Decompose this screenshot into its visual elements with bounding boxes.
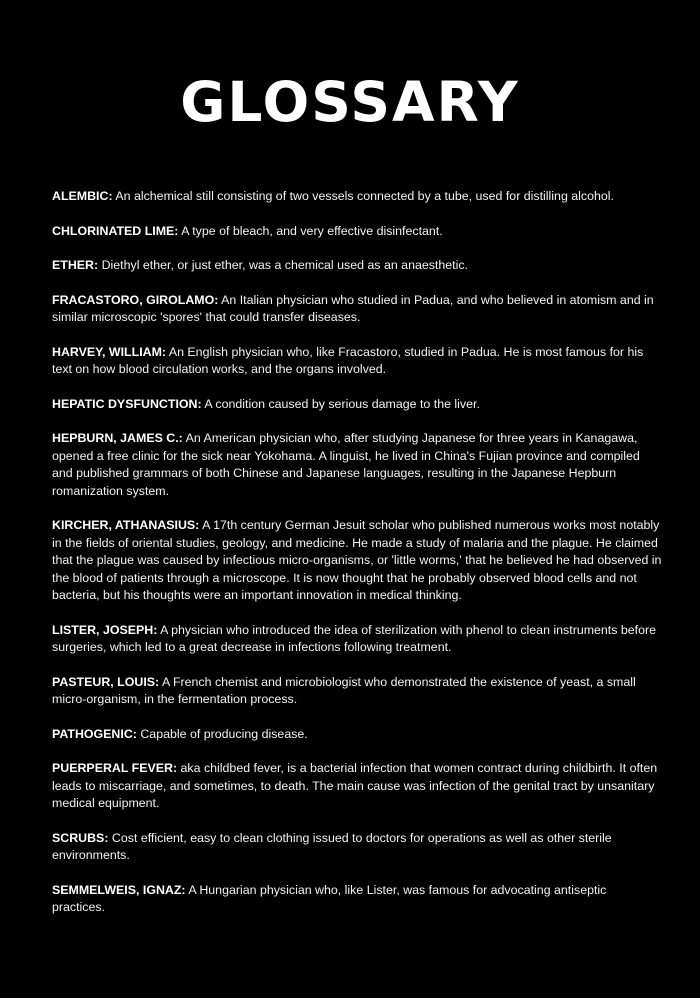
glossary-term: PASTEUR, LOUIS:: [52, 674, 160, 689]
glossary-entry-kircher: [52, 517, 662, 605]
glossary-term: PUERPERAL FEVER:: [52, 761, 178, 775]
glossary-definition: An English physician who, like Fracastoro, studied in Padua. He is most famous for his text on how blood circulation works, and the organs involved.: [52, 344, 644, 376]
glossary-entry-puerperal-fever: [52, 760, 662, 813]
glossary-definition: A 17th century German Jesuit scholar who published numerous works most notably in the fields of oriental studies, geology, and medicine. He made a study of malaria and the plague. He claimed that the plague was caused by infectious micro-organisms, or 'little worms,' that he believed he had observed in the blood of patients through a microscope. It is now thought that he probably observed blood cells and not bacteria, but his thoughts were an important innovation in medical thinking.: [52, 518, 662, 602]
glossary-definition: An alchemical still consisting of two vessels connected by a tube, used for distilling alcohol.: [115, 189, 614, 203]
glossary-definition: Capable of producing disease.: [140, 726, 308, 741]
glossary-definition: A French chemist and microbiologist who demonstrated the existence of yeast, a small micro-organism, in the fermentation process.: [52, 674, 636, 706]
glossary-entry-pasteur: [52, 674, 662, 709]
glossary-term: PATHOGENIC:: [52, 726, 137, 741]
glossary-entry-scrubs: [52, 830, 662, 865]
glossary-term: FRACASTORO, GIROLAMO:: [52, 292, 219, 307]
glossary-term: SEMMELWEIS, IGNAZ:: [52, 882, 186, 897]
glossary-definition: Cost efficient, easy to clean clothing issued to doctors for operations as well as other sterile environments.: [52, 830, 612, 862]
glossary-term: SCRUBS:: [52, 830, 109, 845]
glossary-term: ALEMBIC:: [52, 189, 113, 203]
glossary-term: KIRCHER, ATHANASIUS:: [52, 518, 200, 532]
glossary-entry-hepatic-dysfunction: [52, 396, 662, 414]
glossary-term: ETHER:: [52, 258, 99, 272]
glossary-entry-hepburn: [52, 430, 662, 500]
glossary-term: HEPATIC DYSFUNCTION:: [52, 396, 202, 411]
glossary-term: CHLORINATED LIME:: [52, 223, 179, 238]
glossary-definition: A Hungarian physician who, like Lister, was famous for advocating antiseptic practices.: [52, 882, 607, 914]
glossary-entry-alembic: [52, 188, 662, 206]
glossary-entry-fracastoro: [52, 292, 662, 327]
glossary-term: LISTER, JOSEPH:: [52, 622, 158, 637]
glossary-entry-ether: [52, 257, 662, 275]
glossary-entry-pathogenic: [52, 726, 662, 744]
glossary-term: HEPBURN, JAMES C.:: [52, 431, 183, 445]
glossary-definition: Diethyl ether, or just ether, was a chemical used as an anaesthetic.: [101, 258, 468, 272]
glossary-list: [52, 188, 662, 934]
page-title: GLOSSARY: [180, 70, 520, 134]
glossary-entry-semmelweis: [52, 882, 662, 917]
glossary-definition: An Italian physician who studied in Padua, and who believed in atomism and in similar microscopic 'spores' that could transfer diseases.: [52, 292, 654, 324]
glossary-entry-chlorinated-lime: [52, 223, 662, 241]
glossary-definition: An American physician who, after studying Japanese for three years in Kanagawa, opened a free clinic for the sick near Yokohama. A linguist, he lived in China's Fujian province and compiled and published grammars of both Chinese and Japanese languages, resulting in the Japanese Hepburn romanization system.: [52, 431, 640, 498]
glossary-entry-harvey: [52, 344, 662, 379]
glossary-term: HARVEY, WILLIAM:: [52, 344, 167, 359]
glossary-definition: A type of bleach, and very effective disinfectant.: [181, 223, 443, 238]
glossary-definition: A physician who introduced the idea of sterilization with phenol to clean instruments before surgeries, which led to a great decrease in infections following treatment.: [52, 622, 657, 654]
glossary-definition: aka childbed fever, is a bacterial infection that women contract during childbirth. It often leads to miscarriage, and sometimes, to death. The main cause was infection of the genital tract by unsanitary medical equipment.: [52, 761, 658, 810]
glossary-entry-lister: [52, 622, 662, 657]
glossary-definition: A condition caused by serious damage to the liver.: [204, 396, 480, 411]
